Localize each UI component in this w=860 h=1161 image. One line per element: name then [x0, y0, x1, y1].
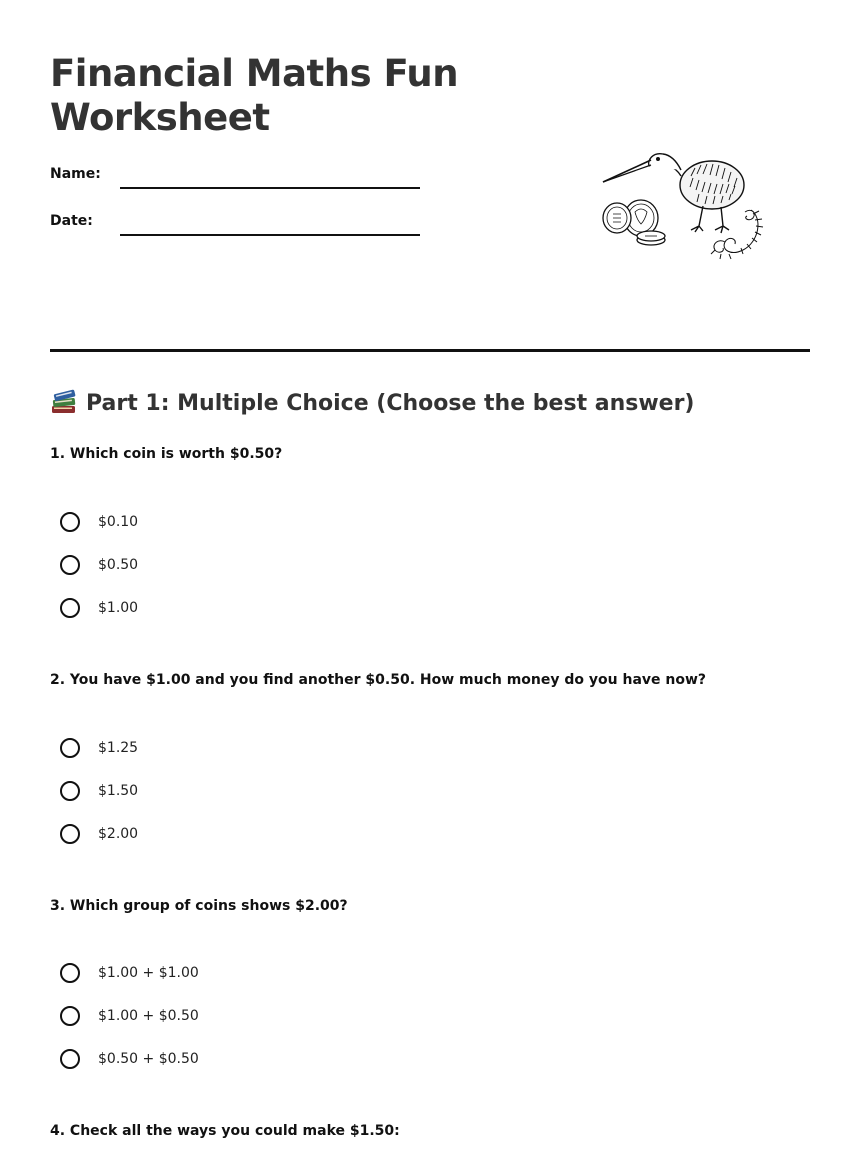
- radio-circle[interactable]: [60, 824, 80, 844]
- question-2: 2. You have $1.00 and you find another $0.50. How much money do you have now?: [50, 672, 707, 688]
- question-4: 4. Check all the ways you could make $1.50:: [50, 1123, 400, 1139]
- kiwi-illustration: [575, 138, 765, 268]
- radio-circle[interactable]: [60, 598, 80, 618]
- header-divider: [50, 349, 810, 352]
- q3-option-3[interactable]: [60, 1049, 460, 1075]
- part1-heading-text: Part 1: Multiple Choice (Choose the best answer): [86, 391, 695, 416]
- radio-circle[interactable]: [60, 1006, 80, 1026]
- radio-circle[interactable]: [60, 555, 80, 575]
- name-label: Name:: [50, 166, 101, 182]
- q2-option-1[interactable]: [60, 738, 460, 764]
- fern-koru-icon: [711, 210, 763, 259]
- q1-option-2[interactable]: [60, 555, 460, 581]
- radio-circle[interactable]: [60, 963, 80, 983]
- radio-circle[interactable]: [60, 781, 80, 801]
- q1-option-1[interactable]: [60, 512, 460, 538]
- option-label: $2.00: [98, 826, 139, 842]
- title-line-2: Worksheet: [50, 96, 270, 139]
- option-label: $0.50 + $0.50: [98, 1051, 199, 1067]
- q3-option-1[interactable]: [60, 963, 460, 989]
- option-label: $1.00 + $1.00: [98, 965, 199, 981]
- option-label: $0.10: [98, 514, 139, 530]
- title-line-1: Financial Maths Fun: [50, 52, 459, 95]
- part1-heading: [50, 388, 810, 420]
- option-label: $0.50: [98, 557, 139, 573]
- name-field-row: [50, 160, 430, 190]
- radio-circle[interactable]: [60, 1049, 80, 1069]
- question-3: 3. Which group of coins shows $2.00?: [50, 898, 348, 914]
- radio-circle[interactable]: [60, 512, 80, 532]
- option-label: $1.00 + $0.50: [98, 1008, 199, 1024]
- option-label: $1.25: [98, 740, 139, 756]
- date-field-row: [50, 207, 430, 237]
- option-label: $1.50: [98, 783, 139, 799]
- date-field[interactable]: [120, 234, 420, 236]
- date-label: Date:: [50, 213, 93, 229]
- coins-icon: [603, 200, 665, 245]
- q3-option-2[interactable]: [60, 1006, 460, 1032]
- q2-option-3[interactable]: [60, 824, 460, 850]
- option-label: $1.00: [98, 600, 139, 616]
- worksheet-page: [50, 0, 810, 1161]
- name-field[interactable]: [120, 187, 420, 189]
- q2-option-2[interactable]: [60, 781, 460, 807]
- books-icon: [50, 389, 78, 415]
- q1-option-3[interactable]: [60, 598, 460, 624]
- page-title: [50, 52, 530, 140]
- radio-circle[interactable]: [60, 738, 80, 758]
- question-1: 1. Which coin is worth $0.50?: [50, 446, 283, 462]
